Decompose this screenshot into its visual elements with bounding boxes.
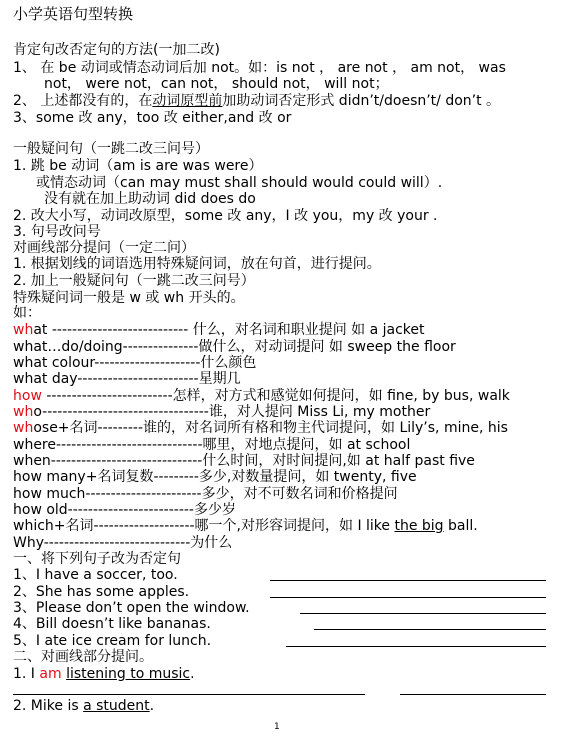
rule-line: 1. 跳 be 动词（am is are was were） — [13, 158, 263, 174]
qword-line: what --------------------------- 什么，对名词和职业提问 如 a jacket — [13, 322, 425, 338]
rule-line: 特殊疑问词一般是 w 或 wh 开头的。 — [13, 290, 245, 306]
qword-line: how much-----------------------多少，对不可数名词和价格提问 — [13, 486, 398, 502]
exercise-item: 1. I am listening to music. — [13, 666, 195, 682]
qword-line: how old-------------------------多少岁 — [13, 502, 236, 518]
exercise-heading-wh: 二、对画线部分提问。 — [13, 649, 153, 665]
qword-line: when------------------------------什么时间，对时间提问,如 at half past five — [13, 453, 475, 469]
rule-line: 没有就在加上助动词 did does do — [44, 191, 256, 207]
exercise-item: 1、I have a soccer, too. — [13, 567, 178, 583]
qword-line: whose+名词---------谁的，对名词所有格和物主代词提问，如 Lily’s, mine, his — [13, 420, 508, 436]
rule-line: 或情态动词（can may must shall should would could will）. — [36, 175, 443, 191]
rule-line: 3. 句号改问号 — [13, 224, 101, 240]
qword-line: who---------------------------------谁，对人提问 Miss Li, my mother — [13, 404, 431, 420]
qword-line: what day------------------------星期几 — [13, 371, 241, 387]
exercise-item: 2、She has some apples. — [13, 584, 190, 600]
answer-blank[interactable] — [270, 597, 546, 598]
qword-line: how -------------------------怎样，对方式和感觉如何提问，如 fine, by bus, walk — [13, 388, 510, 404]
qword-line: where-----------------------------哪里，对地点提问，如 at school — [13, 437, 411, 453]
rule-line: not， were not，can not， should not， will not； — [44, 76, 389, 92]
rule-line: 2. 改大小写，动词改原型，some 改 any，I 改 you，my 改 your . — [13, 208, 438, 224]
rule-line: 2、 上述都没有的，在动词原型前加助动词否定形式 didn’t/doesn’t/ don’t 。 — [13, 93, 501, 109]
section-heading-negative: 肯定句改否定句的方法(一加二改) — [13, 42, 220, 58]
answer-blank[interactable] — [314, 629, 546, 630]
rule-line: 3、some 改 any，too 改 either,and 改 or — [13, 110, 292, 126]
qword-line: Why-----------------------------为什么 — [13, 535, 233, 551]
page-title: 小学英语句型转换 — [13, 5, 134, 23]
section-heading-wh: 对画线部分提问（一定二问） — [13, 240, 195, 256]
qword-line: what colour---------------------什么颜色 — [13, 355, 257, 371]
exercise-item: 3、Please don’t open the window. — [13, 600, 250, 616]
rule-line: 2. 加上一般疑问句（一跳二改三问号） — [13, 273, 255, 289]
rule-line: 如： — [13, 305, 41, 321]
page-number: 1 — [274, 722, 280, 732]
qword-line: how many+名词复数---------多少,对数量提问，如 twenty, five — [13, 469, 417, 485]
exercise-heading-negative: 一、将下列句子改为否定句 — [13, 551, 181, 567]
qword-line: which+名词--------------------哪一个,对形容词提问，如 I like the big ball. — [13, 518, 478, 534]
answer-blank[interactable] — [400, 694, 546, 695]
answer-blank[interactable] — [270, 580, 546, 581]
answer-blank[interactable] — [286, 646, 546, 647]
exercise-item: 2. Mike is a student. — [13, 698, 155, 714]
qword-line: what…do/doing---------------做什么，对动词提问 如 sweep the floor — [13, 339, 456, 355]
rule-line: 1. 根据划线的词语选用特殊疑问词，放在句首，进行提问。 — [13, 256, 381, 272]
exercise-item: 5、I ate ice cream for lunch. — [13, 633, 212, 649]
answer-blank[interactable] — [300, 613, 546, 614]
rule-line: 1、 在 be 动词或情态动词后加 not。如：is not ， are not ， am not， was — [13, 60, 506, 76]
section-heading-question: 一般疑问句（一跳二改三问号） — [13, 141, 209, 157]
answer-blank[interactable] — [13, 694, 365, 695]
exercise-item: 4、Bill doesn’t like bananas. — [13, 616, 211, 632]
